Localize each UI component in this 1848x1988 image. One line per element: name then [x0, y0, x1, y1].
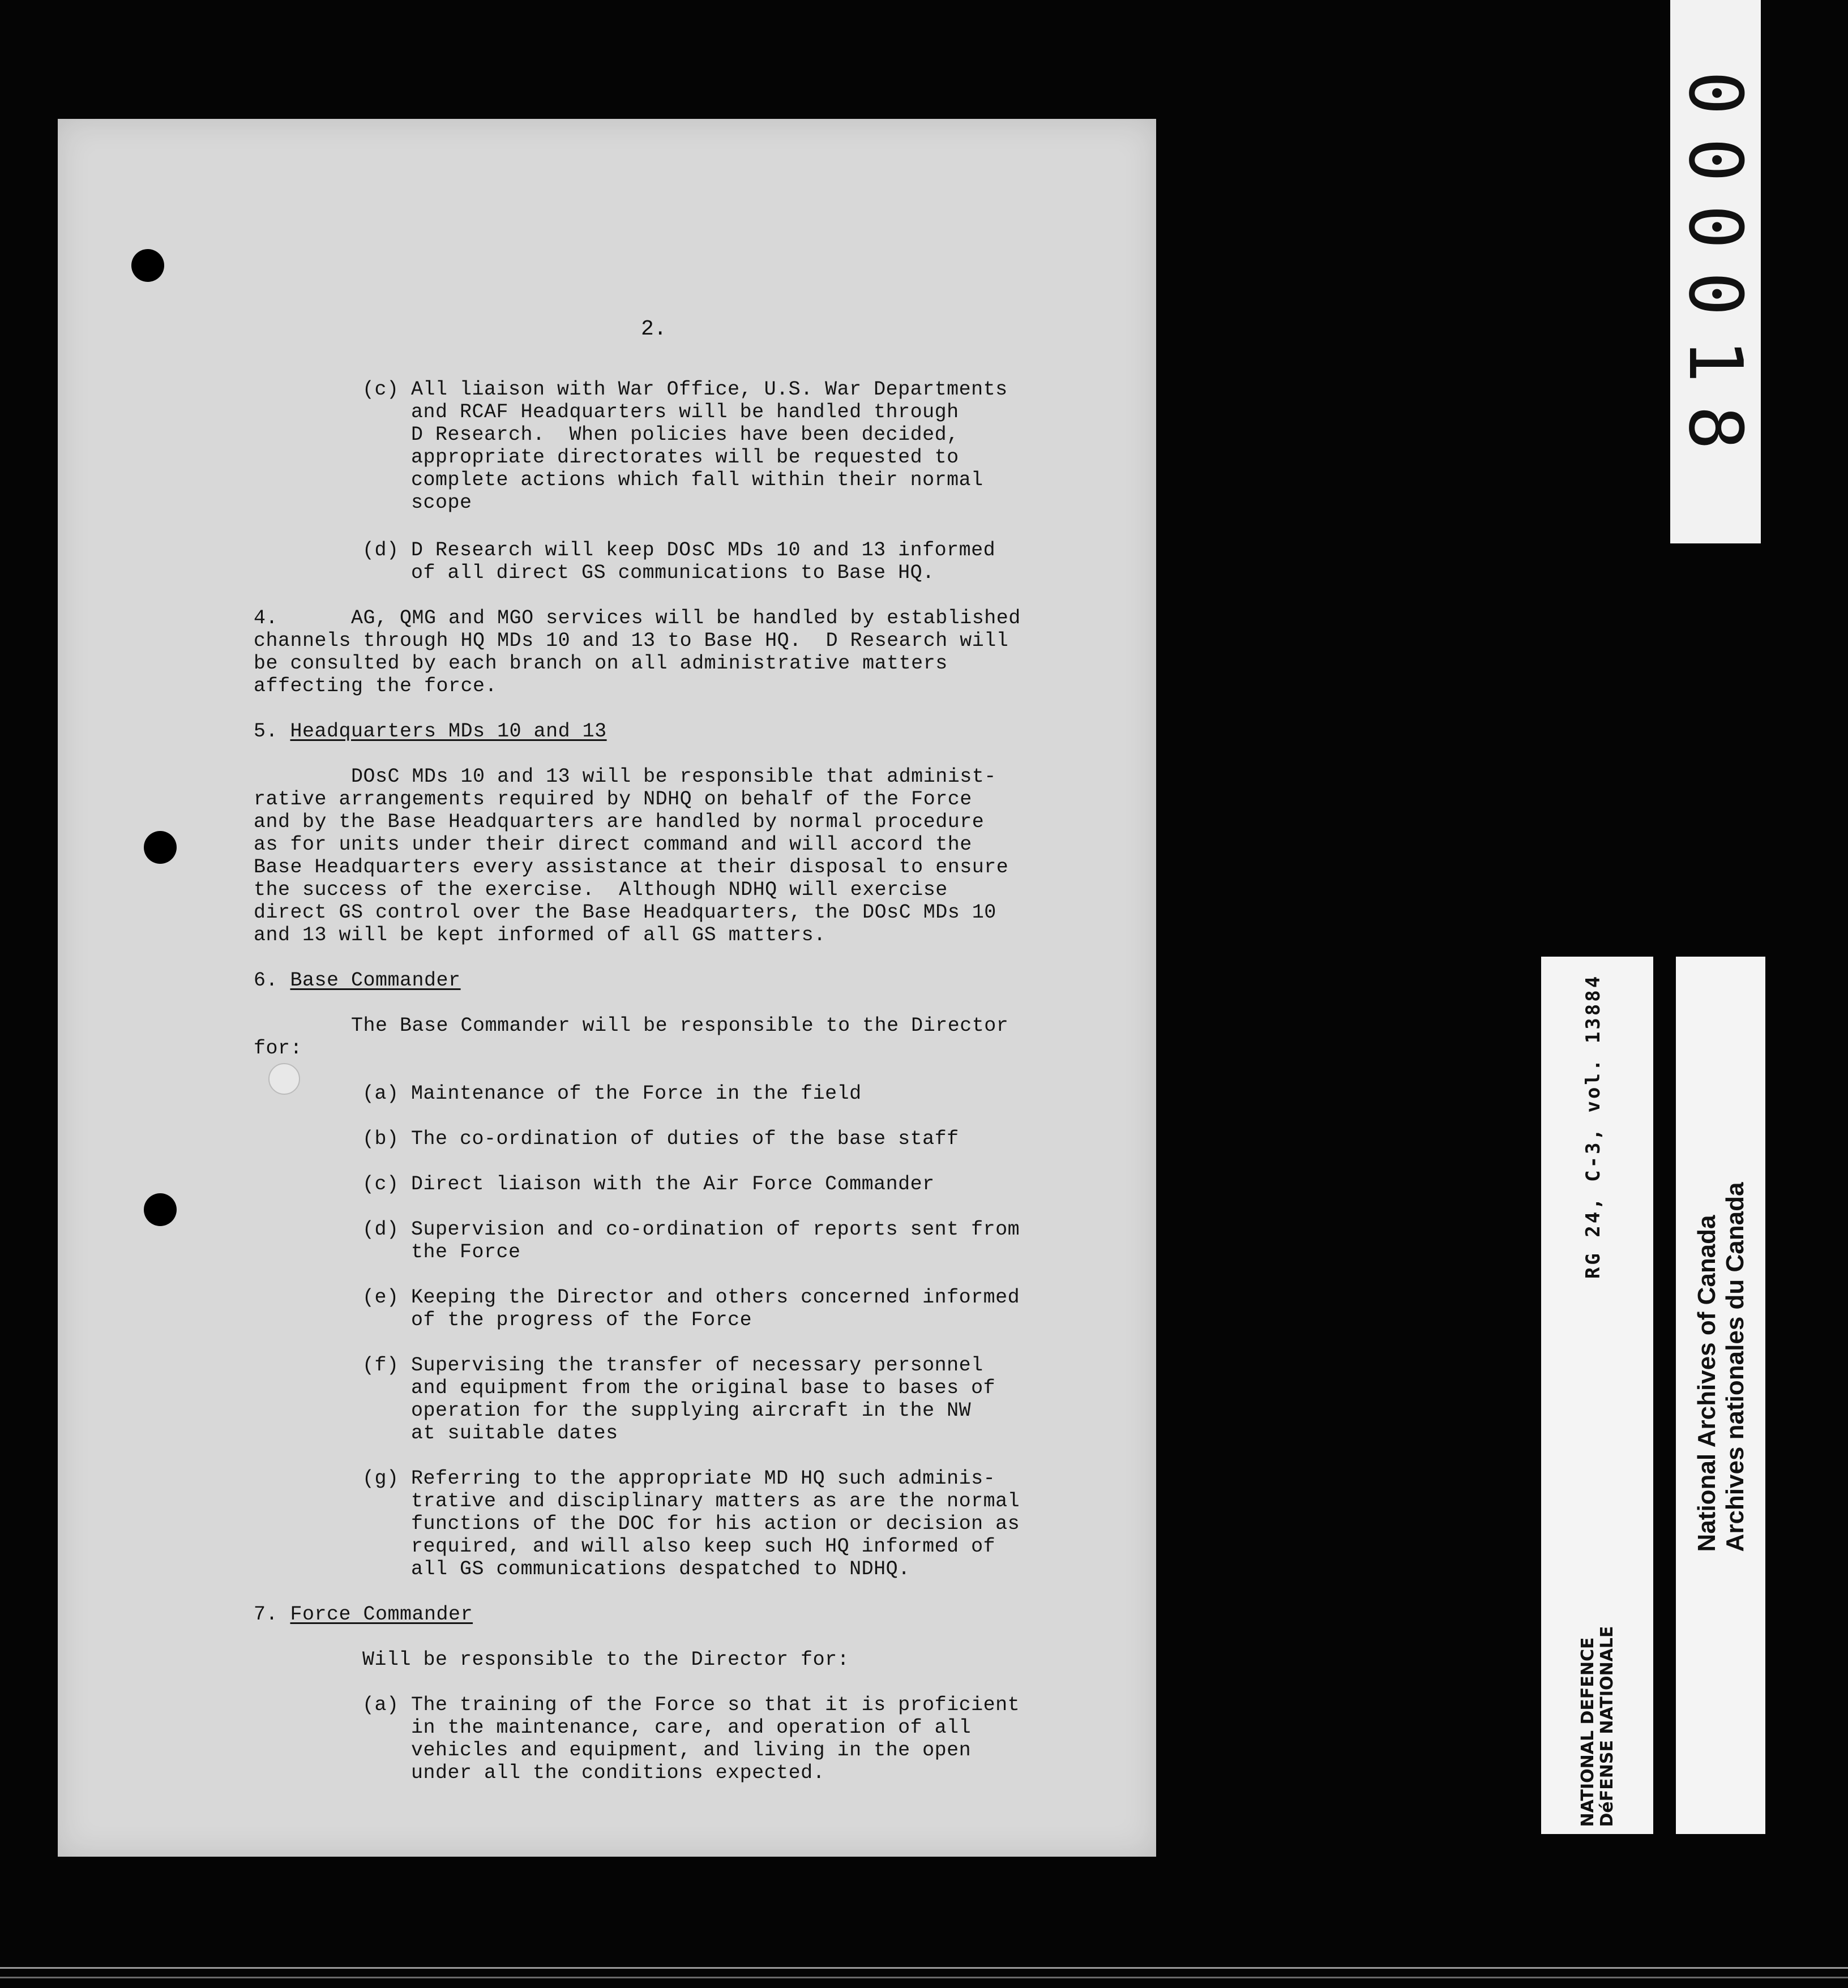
text-line: and RCAF Headquarters will be handled through — [362, 401, 959, 423]
national-defence-en: NATIONAL DEFENCE — [1578, 1637, 1598, 1827]
text-line: in the maintenance, care, and operation of all — [362, 1716, 972, 1739]
text-line: (a) Maintenance of the Force in the field — [362, 1082, 862, 1105]
text-line: as for units under their direct command and will accord the — [254, 833, 972, 856]
text-line: operation for the supplying aircraft in the NW — [362, 1399, 972, 1422]
text-line: (c) Direct liaison with the Air Force Commander — [362, 1173, 935, 1196]
text-line: under all the conditions expected. — [362, 1762, 825, 1784]
archives-en: National Archives of Canada — [1693, 1215, 1721, 1552]
page-number: 2. — [641, 317, 667, 341]
text-line: at suitable dates — [362, 1422, 618, 1445]
film-scratch — [0, 1967, 1848, 1969]
text-line: (g) Referring to the appropriate MD HQ such adminis- — [362, 1467, 996, 1490]
reel-number-strip — [1670, 0, 1761, 543]
text-line: required, and will also keep such HQ informed of — [362, 1535, 996, 1558]
text-line: affecting the force. — [254, 675, 498, 697]
text-line: (d) Supervision and co-ordination of reports sent from — [362, 1218, 1020, 1241]
national-defence-strip — [1541, 957, 1653, 1834]
text-line: of the progress of the Force — [362, 1309, 752, 1331]
text-line: rative arrangements required by NDHQ on behalf of the Force — [254, 788, 972, 811]
section-heading: 7. Force Commander — [254, 1603, 473, 1626]
text-line: all GS communications despatched to NDHQ. — [362, 1558, 910, 1580]
text-line: the Force — [362, 1241, 521, 1263]
text-line: (c) All liaison with War Office, U.S. War Departments — [362, 378, 1008, 401]
text-line: D Research. When policies have been decided, — [362, 423, 959, 446]
text-line: (e) Keeping the Director and others concerned informed — [362, 1286, 1020, 1309]
text-line: of all direct GS communications to Base HQ. — [362, 562, 935, 584]
national-defence-fr: DéFENSE NATIONALE — [1597, 1626, 1617, 1827]
section-heading: 5. Headquarters MDs 10 and 13 — [254, 720, 607, 743]
text-line: (f) Supervising the transfer of necessary personnel — [362, 1354, 983, 1377]
text-line: Base Headquarters every assistance at their disposal to ensure — [254, 856, 1009, 879]
text-line: functions of the DOC for his action or decision as — [362, 1513, 1020, 1535]
text-line: the success of the exercise. Although NDHQ will exercise — [254, 879, 948, 901]
punch-hole — [144, 831, 177, 864]
archive-reference: RG 24, C-3, vol. 13884 — [1582, 974, 1605, 1279]
section-heading: 6. Base Commander — [254, 969, 461, 992]
text-line: for: — [254, 1037, 303, 1060]
text-line: and by the Base Headquarters are handled by normal procedure — [254, 811, 985, 833]
punch-hole — [144, 1193, 177, 1226]
text-line: (d) D Research will keep DOsC MDs 10 and 13 informed — [362, 539, 996, 562]
text-line: vehicles and equipment, and living in the open — [362, 1739, 972, 1762]
text-line: DOsC MDs 10 and 13 will be responsible that administ- — [254, 765, 996, 788]
text-line: The Base Commander will be responsible to the Director — [254, 1014, 1009, 1037]
document-page — [58, 119, 1156, 1857]
text-line: scope — [362, 491, 472, 514]
film-scratch — [0, 1977, 1848, 1978]
text-line: appropriate directorates will be requested to — [362, 446, 959, 469]
national-defence-label — [1578, 1626, 1617, 1827]
text-line: trative and disciplinary matters as are the normal — [362, 1490, 1020, 1513]
text-line: complete actions which fall within their normal — [362, 469, 983, 491]
punch-hole — [131, 249, 164, 282]
archives-strip — [1676, 957, 1765, 1834]
text-line: and 13 will be kept informed of all GS matters. — [254, 924, 826, 946]
text-line: 4. AG, QMG and MGO services will be handled by established — [254, 607, 1021, 629]
archives-label — [1693, 1182, 1749, 1552]
text-line: channels through HQ MDs 10 and 13 to Base HQ. D Research will — [254, 629, 1009, 652]
text-line: direct GS control over the Base Headquarters, the DOsC MDs 10 — [254, 901, 996, 924]
archives-fr: Archives nationales du Canada — [1721, 1182, 1749, 1552]
text-line: be consulted by each branch on all administrative matters — [254, 652, 948, 675]
text-line: (a) The training of the Force so that it is proficient — [362, 1694, 1020, 1716]
punch-hole — [268, 1063, 300, 1095]
text-line: Will be responsible to the Director for: — [362, 1648, 850, 1671]
text-line: and equipment from the original base to bases of — [362, 1377, 996, 1399]
text-line: (b) The co-ordination of duties of the base staff — [362, 1128, 959, 1150]
reel-number: 000018 — [1672, 71, 1759, 473]
